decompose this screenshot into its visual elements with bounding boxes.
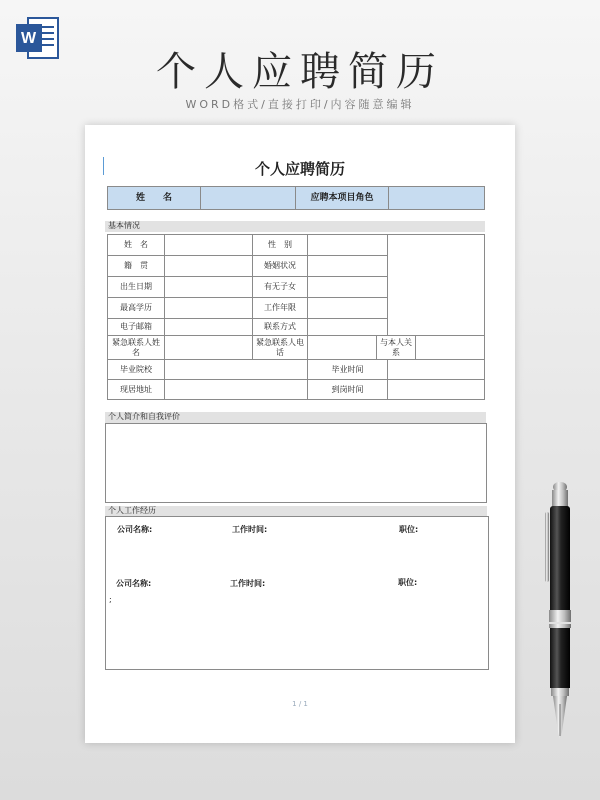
section-work-header: 个人工作经历	[105, 506, 487, 517]
top-name-value-cell[interactable]	[200, 186, 296, 210]
fountain-pen-icon	[540, 482, 580, 742]
work1-position-label: 职位:	[399, 525, 419, 534]
promo-title: 个人应聘简历	[156, 49, 444, 95]
label-emergency-name: 紧急联系人姓名	[112, 337, 160, 357]
label-gender: 性 别	[268, 240, 292, 249]
cell-email-value[interactable]	[164, 318, 253, 336]
section-intro-header: 个人简介和自我评价	[105, 412, 486, 423]
work-experience-box[interactable]	[105, 516, 489, 670]
intro-textbox[interactable]	[105, 423, 487, 503]
cell-emergency-name-value[interactable]	[164, 335, 253, 360]
document-title: 个人应聘简历	[254, 160, 345, 178]
work1-company-label: 公司名称:	[117, 525, 153, 534]
cell-contact-value[interactable]	[307, 318, 388, 336]
work-semicolon: ;	[109, 595, 112, 604]
top-role-label: 应聘本项目角色	[310, 193, 374, 203]
work1-period-label: 工作时间:	[232, 525, 268, 534]
photo-cell[interactable]	[387, 234, 485, 336]
cell-children-value[interactable]	[307, 276, 388, 298]
cell-gender-value[interactable]	[307, 234, 388, 256]
top-name-label: 姓 名	[135, 193, 172, 203]
page-number: 1 / 1	[292, 700, 308, 708]
label-emergency-phone: 紧急联系人电话	[256, 337, 304, 357]
work2-position-label: 职位:	[398, 578, 418, 587]
cell-gradtime-value[interactable]	[387, 359, 485, 380]
label-arrival-time: 到岗时间	[331, 384, 364, 394]
label-work-years: 工作年限	[264, 303, 296, 312]
cell-emergency-phone-value[interactable]	[307, 335, 377, 360]
promo-subtitle: WORD格式/直接打印/内容随意编辑	[185, 98, 415, 111]
label-grad-time: 毕业时间	[331, 364, 364, 374]
work2-company-label: 公司名称:	[116, 579, 152, 588]
cell-arrival-value[interactable]	[387, 379, 485, 400]
cell-school-value[interactable]	[164, 359, 308, 380]
cell-education-value[interactable]	[164, 297, 253, 319]
cell-name-value[interactable]	[164, 234, 253, 256]
work2-period-label: 工作时间:	[230, 579, 266, 588]
cell-marital-value[interactable]	[307, 255, 388, 277]
label-children: 有无子女	[264, 282, 296, 291]
cell-birth-value[interactable]	[164, 276, 253, 298]
label-address: 现居地址	[120, 384, 152, 394]
section-basic-header: 基本情况	[105, 221, 485, 232]
cell-workyears-value[interactable]	[307, 297, 388, 319]
label-marital: 婚姻状况	[264, 261, 296, 270]
label-education: 最高学历	[120, 303, 152, 312]
label-birth: 出生日期	[120, 282, 152, 291]
label-native: 籍 贯	[124, 261, 148, 270]
top-role-value-cell[interactable]	[388, 186, 485, 210]
label-name: 姓 名	[124, 240, 148, 249]
label-email: 电子邮箱	[120, 322, 152, 331]
label-relation: 与本人关系	[380, 337, 412, 357]
word-icon-letter: W	[21, 30, 37, 47]
label-contact: 联系方式	[264, 322, 296, 331]
cell-relation-value[interactable]	[415, 335, 485, 360]
cell-address-value[interactable]	[164, 379, 308, 400]
label-school: 毕业院校	[120, 364, 152, 374]
resume-page	[85, 125, 515, 743]
cell-native-value[interactable]	[164, 255, 253, 277]
